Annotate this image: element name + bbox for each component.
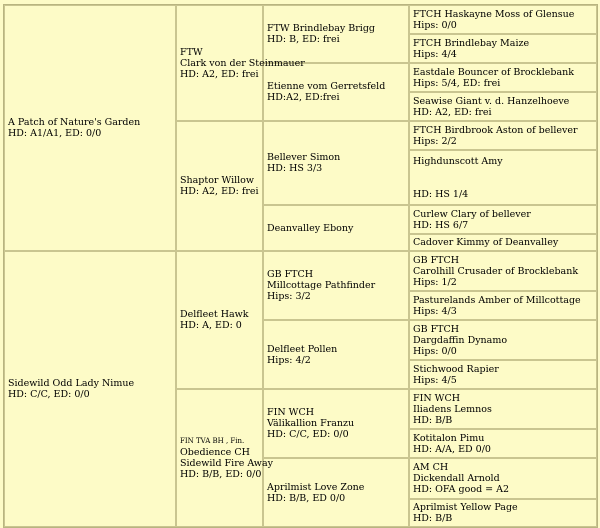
dog-text-line: Iliadens Lemnos: [413, 403, 492, 415]
dog-text-line: HD: C/C, ED: 0/0: [267, 429, 349, 440]
dog-text-line: Clark von der Steinmauer: [180, 57, 305, 69]
pedigree-ggp-1: [263, 5, 409, 63]
dog-text-line: Etienne vom Gerretsfeld: [267, 81, 386, 92]
pedigree-gggp-7: [409, 205, 597, 234]
dog-text-line: GB FTCH: [413, 254, 460, 266]
dog-text-line: Curlew Clary of bellever: [413, 208, 531, 220]
dog-text-line: GB FTCH: [413, 323, 460, 335]
pedigree-ggp-8: [263, 458, 409, 527]
pedigree-gggp-1: [409, 5, 597, 34]
dog-text-line: HD: B/B, ED 0/0: [267, 492, 346, 504]
pedigree-dam-dam: [176, 389, 273, 527]
pedigree-ggp-4: [263, 205, 409, 251]
dog-text-line: HD: C/C, ED: 0/0: [8, 389, 90, 400]
dog-text-line: FTW Brindlebay Brigg: [267, 23, 375, 34]
pedigree-ggp-2: [263, 63, 409, 121]
dog-text-line: Deanvalley Ebony: [267, 222, 354, 234]
dog-text-line: Hips: 0/0: [413, 19, 457, 31]
dog-text-line: HD: B, ED: frei: [267, 34, 340, 45]
dog-text-line: HD: HS 1/4: [413, 188, 469, 200]
dog-text-line: Hips: 1/2: [413, 276, 457, 288]
dog-text-line: Highdunscott Amy: [413, 155, 503, 167]
pedigree-table: [3, 4, 598, 528]
pedigree-gggp-14: [409, 429, 597, 458]
pedigree-gggp-2: [409, 34, 597, 63]
dog-text-line: Dargdaffin Dynamo: [413, 334, 508, 346]
dog-text-line: Millcottage Pathfinder: [267, 280, 376, 291]
dog-text-line: FIN TVA BH , Fin.: [180, 437, 245, 445]
dog-text-line: Cadover Kimmy of Deanvalley: [413, 237, 559, 248]
dog-text-line: AM CH: [413, 462, 449, 473]
dog-text-line: A Patch of Nature's Garden: [8, 117, 141, 128]
pedigree-gggp-11: [409, 320, 597, 360]
pedigree-ggp-3: [263, 121, 409, 205]
dog-text-line: HD: B/B: [413, 414, 453, 426]
dog-text-line: HD: A1/A1, ED: 0/0: [8, 128, 102, 139]
dog-text-line: Aprilmist Love Zone: [267, 481, 365, 493]
dog-text-line: Välikallion Franzu: [267, 418, 355, 429]
pedigree-ggp-7: [263, 389, 409, 458]
pedigree-dam: [4, 251, 176, 527]
dog-text-line: HD: B/B: [413, 513, 453, 524]
dog-text-line: Obedience CH: [180, 447, 250, 458]
pedigree-gggp-13: [409, 389, 597, 429]
pedigree-gggp-9: [409, 251, 597, 291]
pedigree-gggp-10: [409, 291, 597, 320]
dog-text-line: FTCH Brindlebay Maize: [413, 37, 530, 49]
dog-text-line: Hips: 4/3: [413, 305, 457, 317]
pedigree-gggp-16: [409, 499, 597, 527]
dog-text-line: Hips: 3/2: [267, 291, 311, 302]
pedigree-sire: [4, 5, 176, 251]
pedigree-dam-sire: [176, 251, 263, 389]
dog-text-line: Shaptor Willow: [180, 175, 255, 186]
dog-text-line: Hips: 4/4: [413, 48, 457, 60]
pedigree-gggp-15: [409, 458, 597, 499]
dog-text-line: Dickendall Arnold: [413, 473, 500, 484]
dog-text-line: HD: A2, ED: frei: [180, 68, 259, 80]
dog-text-line: Pasturelands Amber of Millcottage: [413, 294, 581, 306]
dog-text-line: HD:A2, ED:frei: [267, 92, 340, 103]
pedigree-ggp-5: [263, 251, 409, 320]
dog-text-line: Carolhill Crusader of Brocklebank: [413, 265, 579, 277]
dog-text-line: Delfleet Hawk: [180, 309, 249, 320]
dog-text-line: Sidewild Odd Lady Nimue: [8, 378, 135, 389]
pedigree-gggp-12: [409, 360, 597, 389]
pedigree-gggp-3: [409, 63, 597, 92]
pedigree-gggp-4: [409, 92, 597, 121]
dog-text-line: Seawise Giant v. d. Hanzelhoeve: [413, 95, 570, 107]
dog-text-line: Hips: 4/5: [413, 374, 457, 386]
dog-text-line: FTW: [180, 46, 203, 58]
dog-text-line: Hips: 2/2: [413, 135, 457, 147]
dog-text-line: FIN WCH: [413, 392, 460, 404]
dog-text-line: Delfleet Pollen: [267, 343, 338, 355]
dog-text-line: Eastdale Bouncer of Brocklebank: [413, 66, 575, 78]
dog-text-line: Stichwood Rapier: [413, 363, 499, 375]
pedigree-gggp-5: [409, 121, 597, 150]
dog-text-line: HD: A/A, ED 0/0: [413, 443, 491, 455]
dog-text-line: Aprilmist Yellow Page: [413, 502, 518, 513]
dog-text-line: Bellever Simon: [267, 152, 341, 163]
dog-text-line: HD: A, ED: 0: [180, 320, 242, 331]
dog-text-line: Sidewild Fire Away: [180, 458, 273, 469]
dog-text-line: FIN WCH: [267, 407, 314, 418]
pedigree-sire-dam: [176, 121, 263, 251]
dog-text-line: Hips: 0/0: [413, 345, 457, 357]
dog-text-line: GB FTCH: [267, 269, 314, 280]
pedigree-ggp-6: [263, 320, 409, 389]
dog-text-line: Hips: 4/2: [267, 354, 311, 366]
dog-text-line: [413, 167, 593, 178]
dog-text-line: FTCH Birdbrook Aston of bellever: [413, 124, 578, 136]
pedigree-gggp-6: [409, 150, 597, 205]
dog-text-line: HD: HS 3/3: [267, 163, 323, 174]
pedigree-gggp-8: [409, 234, 597, 251]
dog-text-line: HD: B/B, ED: 0/0: [180, 469, 262, 480]
dog-text-line: Kotitalon Pimu: [413, 432, 485, 444]
dog-text-line: Hips: 5/4, ED: frei: [413, 77, 501, 89]
dog-text-line: HD: A2, ED: frei: [413, 106, 492, 118]
dog-text-line: HD: OFA good = A2: [413, 484, 510, 495]
dog-text-line: FTCH Haskayne Moss of Glensue: [413, 8, 575, 20]
dog-text-line: HD: HS 6/7: [413, 219, 469, 231]
dog-text-line: HD: A2, ED: frei: [180, 186, 259, 197]
dog-text-line: [413, 178, 593, 189]
